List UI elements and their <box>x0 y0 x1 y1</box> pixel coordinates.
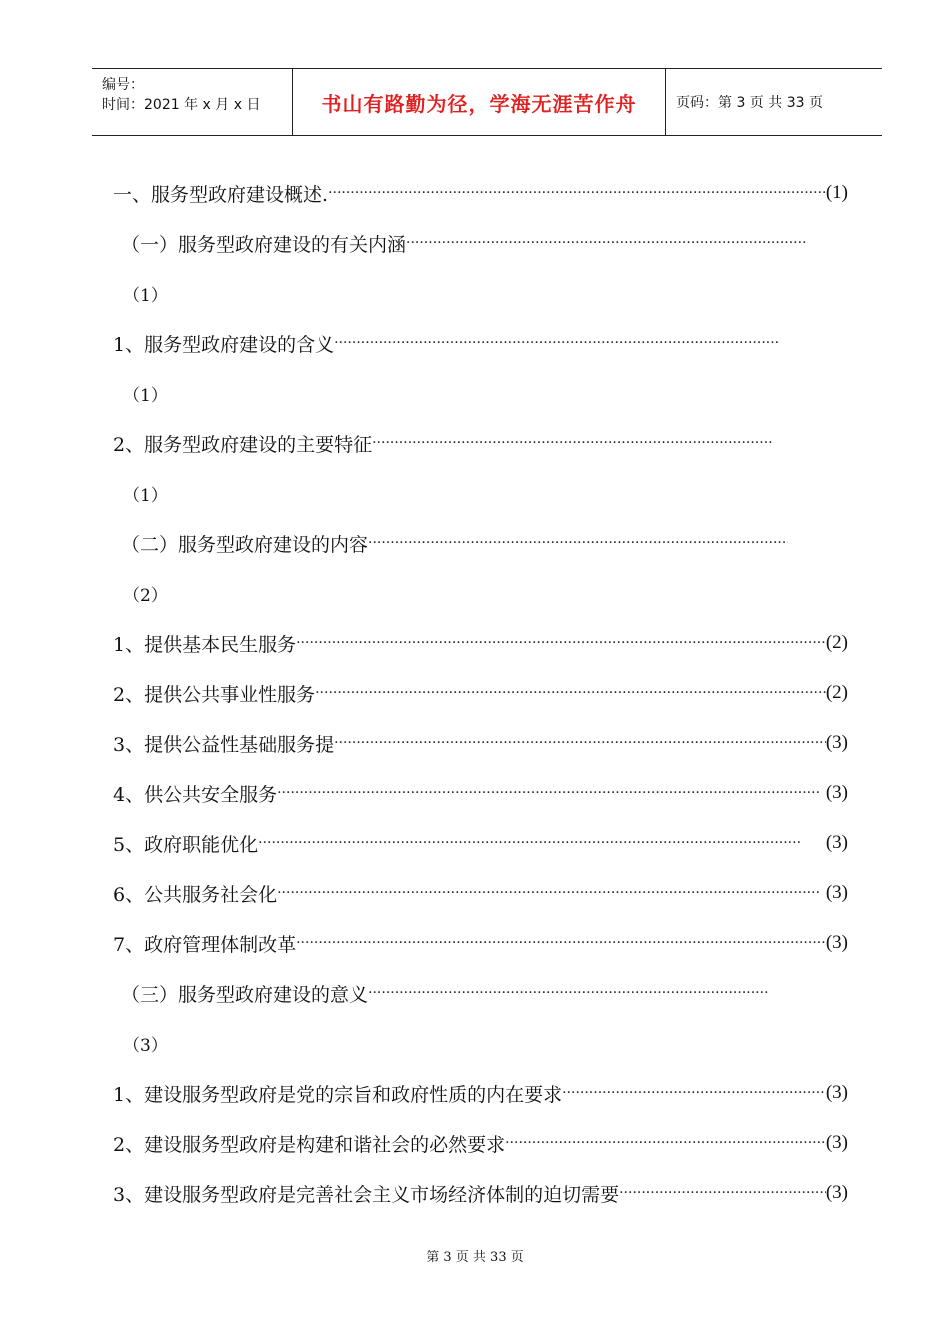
toc-entry <box>113 418 825 468</box>
toc-leader <box>505 1135 826 1151</box>
toc-leader <box>277 785 826 801</box>
toc-entry-title: （三）服务型政府建设的意义 <box>121 983 369 1006</box>
toc-entry <box>113 718 848 768</box>
toc-entry <box>113 918 848 968</box>
toc-entry-page: (3) <box>825 1182 848 1203</box>
toc-entry <box>113 168 848 218</box>
toc-leader <box>328 185 826 201</box>
toc-entry-title: 2、服务型政府建设的主要特征 <box>113 433 373 456</box>
toc-entry-page: (3) <box>825 1132 848 1153</box>
toc-entry-title: 1、提供基本民生服务 <box>113 633 297 656</box>
toc-entry-page: (1) <box>825 182 848 203</box>
toc-entry-page: （2） <box>123 585 168 606</box>
toc-entry-title: （一）服务型政府建设的有关内涵 <box>121 233 407 256</box>
toc-leader <box>619 1185 826 1201</box>
toc-entry <box>113 518 833 568</box>
toc-entry-title: （二）服务型政府建设的内容 <box>121 533 369 556</box>
toc-entry-page: (2) <box>825 682 848 703</box>
toc-entry-page: （1） <box>123 285 168 306</box>
toc-entry <box>113 1068 848 1118</box>
toc-entry <box>113 1168 848 1218</box>
toc-entry-page: （1） <box>123 385 168 406</box>
toc-leader <box>296 635 826 651</box>
toc-entry-title: 4、供公共安全服务 <box>113 783 278 806</box>
toc-entry <box>113 318 825 368</box>
toc-leader <box>368 535 788 551</box>
toc-leader <box>372 435 774 451</box>
toc-leader <box>368 985 768 1001</box>
toc-entry <box>113 818 848 868</box>
toc-entry-title: 7、政府管理体制改革 <box>113 933 297 956</box>
toc-entry-page: （3） <box>123 1035 168 1056</box>
header-number: 编号： <box>102 77 144 93</box>
header-time: 时间：2021 年 x 月 x 日 <box>102 97 261 113</box>
toc-entry <box>113 768 848 818</box>
toc-entry <box>113 968 833 1018</box>
toc-entry-title: 5、政府职能优化 <box>113 833 259 856</box>
toc-entry-title: 3、建设服务型政府是完善社会主义市场经济体制的迫切需要 <box>113 1183 620 1206</box>
table-of-contents <box>113 168 848 1218</box>
toc-leader <box>562 1085 826 1101</box>
toc-entry-title: 1、建设服务型政府是党的宗旨和政府性质的内在要求 <box>113 1083 563 1106</box>
toc-leader <box>258 835 826 851</box>
toc-entry-title: 一、服务型政府建设概述. <box>113 183 329 206</box>
page-footer: 第 3 页 共 33 页 <box>426 1250 524 1265</box>
toc-entry-page: (3) <box>825 732 848 753</box>
toc-entry-page: (3) <box>825 832 848 853</box>
toc-entry-page: (3) <box>825 882 848 903</box>
toc-entry-page: (3) <box>825 782 848 803</box>
toc-leader <box>315 685 826 701</box>
toc-leader <box>334 735 826 751</box>
page-header <box>92 68 882 136</box>
toc-leader <box>406 235 806 251</box>
toc-entry-page: （1） <box>123 485 168 506</box>
toc-leader <box>296 935 826 951</box>
toc-entry <box>113 618 848 668</box>
toc-entry-page: (3) <box>825 932 848 953</box>
toc-entry-title: 6、公共服务社会化 <box>113 883 278 906</box>
header-motto: 书山有路勤为径，学海无涯苦作舟 <box>293 69 666 135</box>
toc-entry-title: 2、建设服务型政府是构建和谐社会的必然要求 <box>113 1133 506 1156</box>
toc-entry <box>113 1118 848 1168</box>
header-meta <box>92 69 293 135</box>
toc-entry <box>113 218 833 268</box>
toc-leader <box>334 335 779 351</box>
toc-entry-title: 1、服务型政府建设的含义 <box>113 333 335 356</box>
toc-entry-page: (2) <box>825 632 848 653</box>
toc-entry-title: 2、提供公共事业性服务 <box>113 683 316 706</box>
toc-entry <box>113 668 848 718</box>
header-page: 页码：第 3 页 共 33 页 <box>676 95 823 111</box>
toc-entry-page: (3) <box>825 1082 848 1103</box>
toc-leader <box>277 885 826 901</box>
toc-entry <box>113 868 848 918</box>
toc-entry-title: 3、提供公益性基础服务提 <box>113 733 335 756</box>
